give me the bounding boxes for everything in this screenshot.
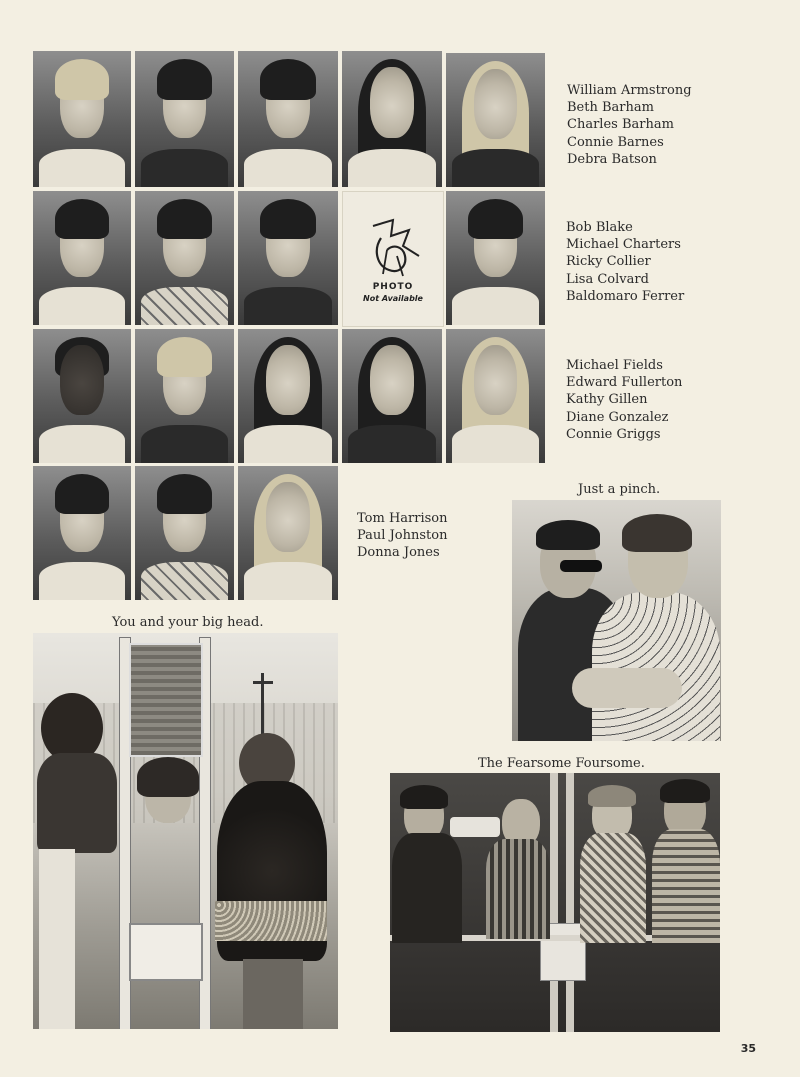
portrait-paul-johnston [135, 466, 234, 600]
photo-not-available-icon [363, 216, 423, 278]
student-name: Michael Fields [566, 358, 663, 373]
portrait-edward-fullerton [135, 329, 234, 463]
photo-not-available-line1: PHOTO [372, 282, 414, 292]
portrait-ricky-collier [238, 191, 338, 325]
student-name: Michael Charters [566, 237, 681, 253]
student-name: Kathy Gillen [566, 392, 648, 408]
portrait-charles-barham [238, 51, 338, 187]
portrait-michael-fields [33, 329, 131, 463]
student-name: Tom Harrison [357, 511, 448, 526]
portrait-connie-barnes [342, 51, 442, 187]
student-name: Debra Batson [567, 151, 657, 167]
caption-just-a-pinch: Just a pinch. [578, 482, 661, 497]
student-name: Baldomaro Ferrer [566, 288, 685, 304]
candid-photo-big-head [33, 633, 338, 1029]
caption-fearsome-foursome: The Fearsome Foursome. [478, 756, 645, 771]
names-row-2 [566, 219, 684, 305]
names-row-3 [566, 357, 682, 443]
candid-photo-fearsome-foursome [390, 773, 720, 1032]
portrait-diane-gonzalez [342, 329, 442, 463]
portrait-tom-harrison [33, 466, 131, 600]
photo-not-available [342, 191, 444, 327]
student-name: Bob Blake [566, 220, 633, 235]
portrait-donna-jones [238, 466, 338, 600]
student-name: Connie Barnes [567, 134, 664, 150]
portrait-kathy-gillen [238, 329, 338, 463]
student-name: Ricky Collier [566, 254, 651, 270]
portrait-connie-griggs [446, 329, 545, 463]
names-row-1 [567, 82, 692, 168]
portrait-debra-batson [446, 53, 545, 187]
names-row-4 [357, 510, 448, 562]
portrait-beth-barham [135, 51, 234, 187]
student-name: William Armstrong [567, 83, 692, 98]
student-name: Connie Griggs [566, 426, 661, 442]
student-name: Edward Fullerton [566, 375, 683, 391]
photo-not-available-line2: Not Available [363, 294, 423, 303]
candid-photo-just-a-pinch [512, 500, 721, 741]
student-name: Beth Barham [567, 100, 654, 116]
portrait-baldomaro-ferrer [446, 191, 545, 325]
student-name: Lisa Colvard [566, 271, 649, 287]
caption-big-head: You and your big head. [112, 615, 264, 630]
student-name: Diane Gonzalez [566, 409, 669, 425]
portrait-bob-blake [33, 191, 131, 325]
portrait-william-armstrong [33, 51, 131, 187]
page-number: 35 [740, 1042, 756, 1055]
student-name: Charles Barham [567, 117, 674, 133]
student-name: Paul Johnston [357, 528, 448, 544]
portrait-michael-charters [135, 191, 234, 325]
student-name: Donna Jones [357, 545, 440, 561]
